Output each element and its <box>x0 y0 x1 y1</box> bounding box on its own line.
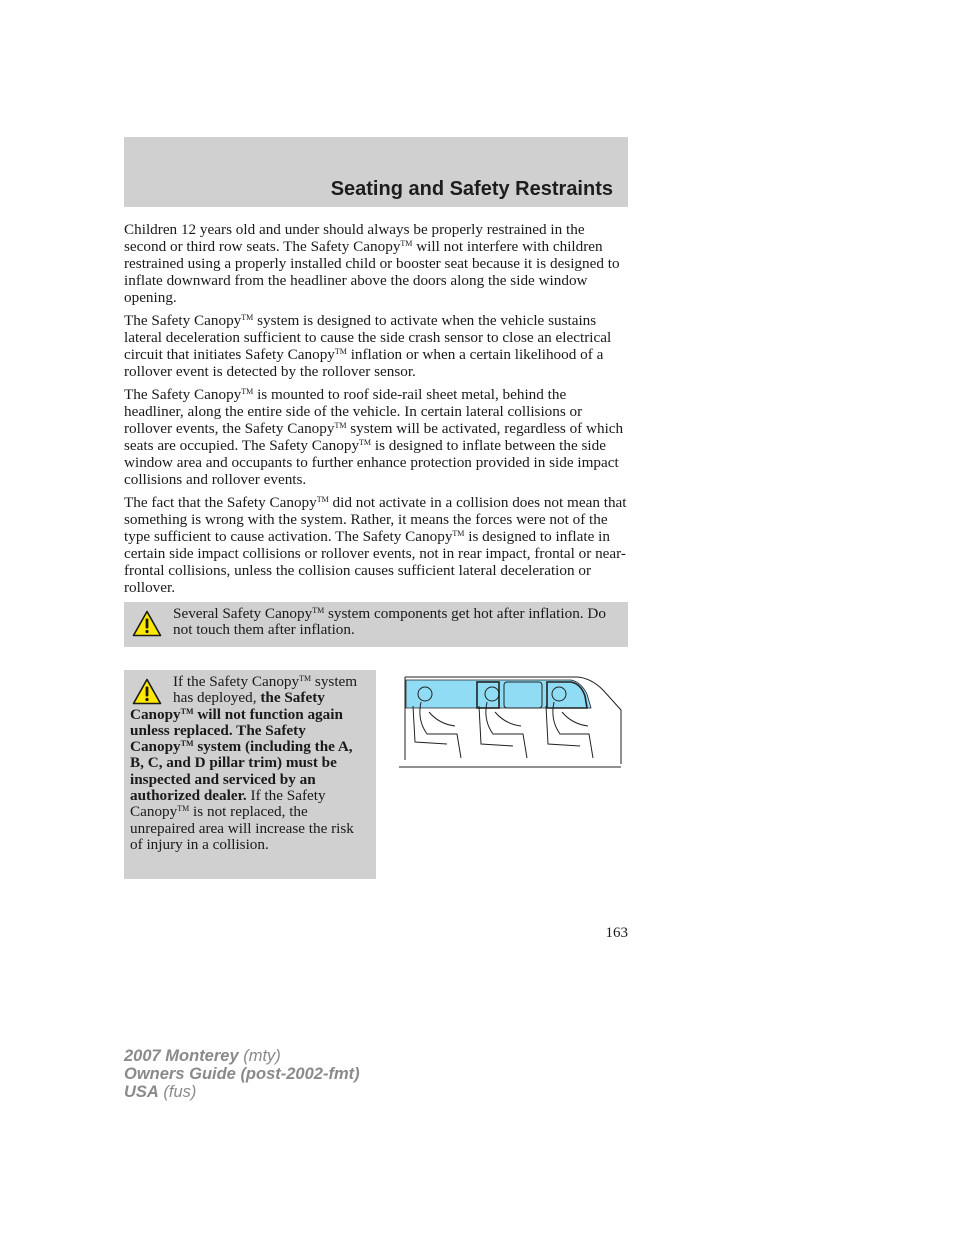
body-text <box>124 221 628 602</box>
section-title: Seating and Safety Restraints <box>330 178 613 200</box>
warning-box-hot-components <box>124 602 628 647</box>
warning-triangle-icon <box>132 610 162 637</box>
safety-canopy-illustration <box>399 672 626 770</box>
section-header-band <box>124 137 628 207</box>
warning-box-deployed <box>124 670 376 879</box>
warning-text: Several Safety Canopy™ system components get hot after inflation. Do not touch them after inflation. <box>173 605 606 638</box>
paragraph-children: Children 12 years old and under should always be properly restrained in the second or third row seats. The Safety Canopy™ will not interfere with children restrained using a properly installed child or booster seat because it is designed to inflate downward from the headliner above the doors along the side window opening. <box>124 221 620 306</box>
footer <box>124 1047 360 1101</box>
footer-line-model: 2007 Monterey (mty) <box>124 1047 281 1065</box>
page-number: 163 <box>605 925 628 941</box>
warning-text: If the Safety Canopy™ system has deployed, the Safety Canopy™ will not function again unless replaced. The Safety Canopy™ system (including the A, B, C, and D pillar trim) must be inspected and serviced by an authorized dealer. If the Safety Canopy™ is not replaced, the unrepaired area will increase the risk of injury in a collision. <box>130 673 358 853</box>
footer-line-guide: Owners Guide (post-2002-fmt) <box>124 1065 360 1083</box>
paragraph-mounting: The Safety Canopy™ is mounted to roof side-rail sheet metal, behind the headliner, along the entire side of the vehicle. In certain lateral collisions or rollover events, the Safety Canopy™ system will be activated, regardless of which seats are occupied. The Safety Canopy™ is designed to inflate between the side window area and occupants to further enhance protection provided in side impact collisions and rollover events. <box>124 386 624 488</box>
footer-line-market: USA (fus) <box>124 1083 197 1101</box>
paragraph-non-activation: The fact that the Safety Canopy™ did not activate in a collision does not mean that something is wrong with the system. Rather, it means the forces were not of the type sufficient to cause activation. The Safety Canopy™ is designed to inflate in certain side impact collisions or rollover events, not in rear impact, frontal or near-frontal collisions, unless the collision causes sufficient lateral deceleration or rollover. <box>124 494 627 596</box>
paragraph-activation: The Safety Canopy™ system is designed to activate when the vehicle sustains lateral deceleration sufficient to cause the side crash sensor to close an electrical circuit that initiates Safety Canopy™ inflation or when a certain likelihood of a rollover event is detected by the rollover sensor. <box>124 312 612 380</box>
